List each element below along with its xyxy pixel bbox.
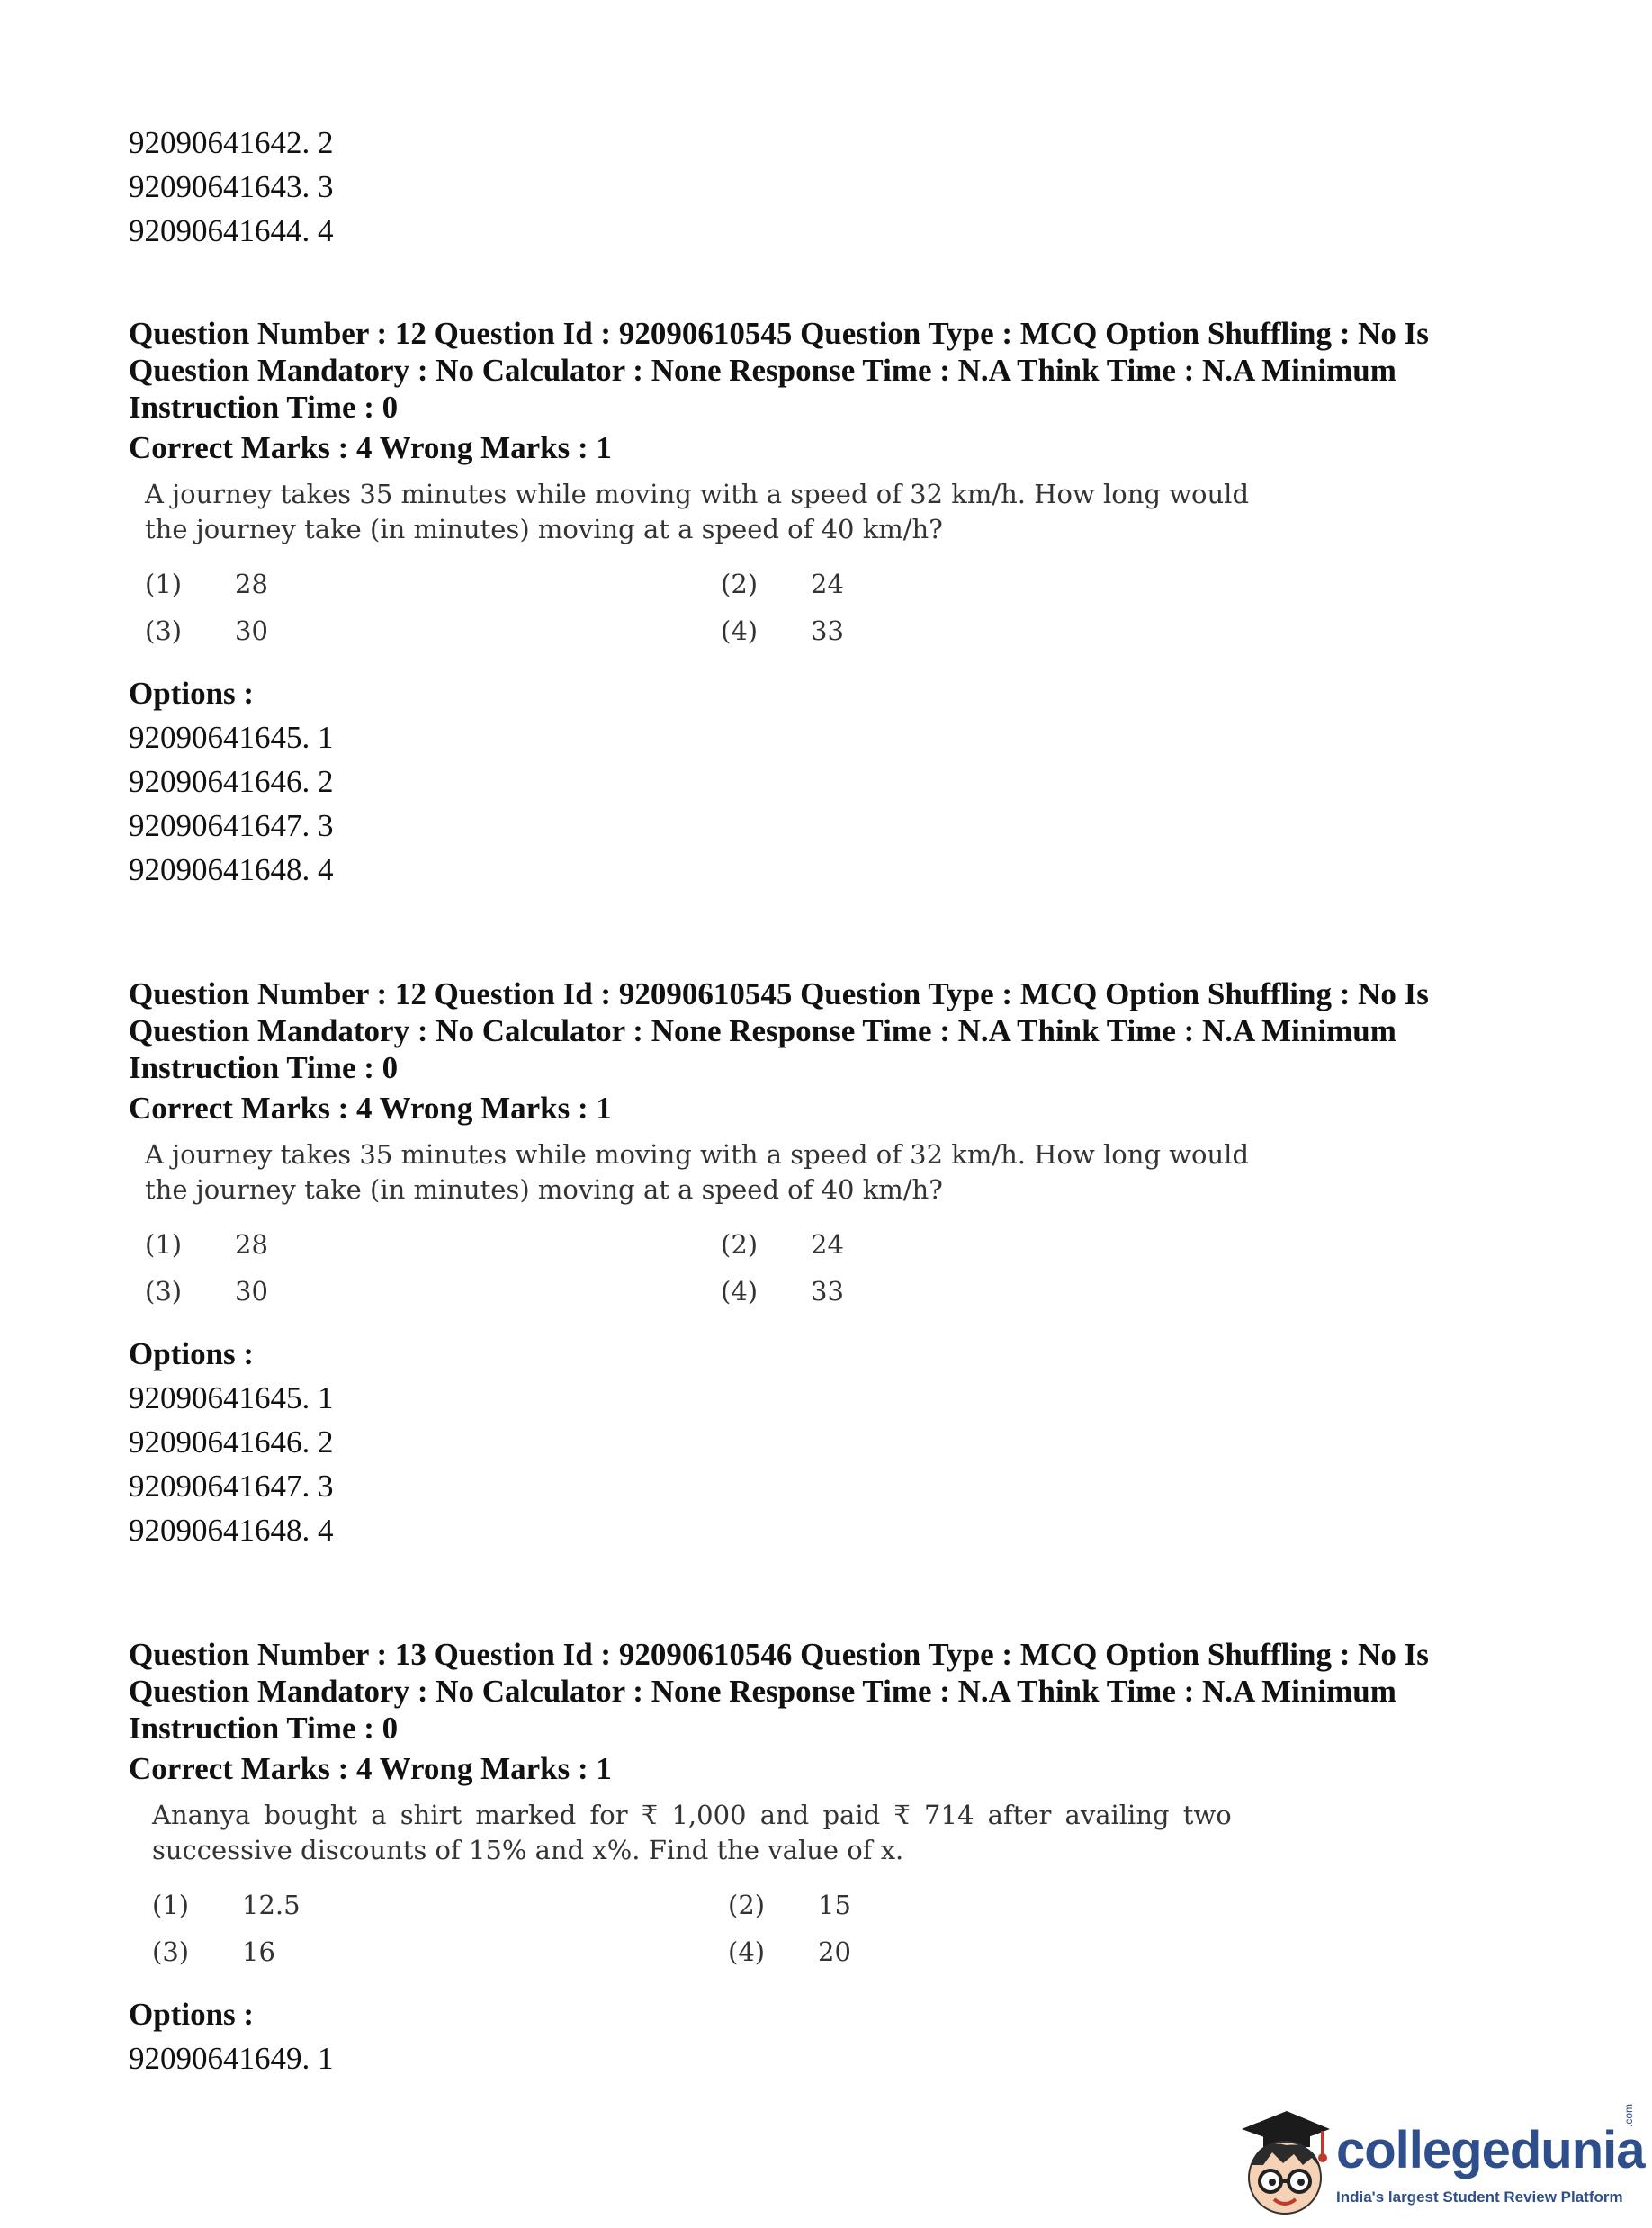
option-line: 92090641648. 4 — [129, 852, 334, 887]
choice-number: (1) — [145, 569, 183, 599]
question-meta-line: Question Number : 13 Question Id : 92090610546 Question Type : MCQ Option Shuffling : No Is — [129, 1637, 1429, 1672]
answer-choice — [145, 567, 721, 601]
choice-number: (4) — [721, 1276, 759, 1307]
choice-number: (4) — [728, 1936, 766, 1967]
question-meta-line: Instruction Time : 0 — [129, 1050, 399, 1085]
question-text: Ananya bought a shirt marked for ₹ 1,000 and paid ₹ 714 after availing two — [152, 1800, 1232, 1830]
question-text: successive discounts of 15% and x%. Find the value of x. — [152, 1835, 904, 1865]
question-text: the journey take (in minutes) moving at a speed of 40 km/h? — [145, 1174, 943, 1205]
answer-choices — [145, 567, 1342, 648]
option-line: 92090641643. 3 — [129, 169, 334, 204]
question-image — [145, 1137, 1342, 1308]
question-block — [129, 1636, 1532, 2080]
question-meta-line: Question Mandatory : No Calculator : None Response Time : N.A Think Time : N.A Minimum — [129, 1674, 1396, 1709]
options-label: Options : — [129, 1997, 255, 2032]
option-line: 92090641648. 4 — [129, 1513, 334, 1548]
answer-choice — [721, 567, 1081, 601]
option-line: 92090641647. 3 — [129, 1469, 334, 1504]
choice-number: (3) — [145, 1276, 183, 1307]
choice-value: 20 — [818, 1936, 851, 1967]
answer-choice — [728, 1935, 1088, 1969]
choice-number: (3) — [152, 1936, 190, 1967]
logo-domain: .com — [1622, 2103, 1635, 2127]
logo-wordmark: collegedunia — [1336, 2121, 1645, 2179]
question-meta-line: Instruction Time : 0 — [129, 390, 399, 425]
option-line: 92090641644. 4 — [129, 213, 334, 248]
question-block — [129, 315, 1532, 892]
option-line: 92090641649. 1 — [129, 2041, 334, 2076]
answer-choice — [152, 1888, 728, 1922]
choice-value: 28 — [235, 1229, 268, 1260]
marks-line: Correct Marks : 4 Wrong Marks : 1 — [129, 1751, 612, 1786]
question-meta-line: Question Mandatory : No Calculator : None Response Time : N.A Think Time : N.A Minimum — [129, 353, 1396, 388]
logo-tagline: India's largest Student Review Platform — [1336, 2188, 1623, 2206]
answer-choice — [721, 614, 1081, 648]
choice-value: 33 — [811, 1276, 844, 1307]
question-meta-line: Question Number : 12 Question Id : 92090610545 Question Type : MCQ Option Shuffling : No Is — [129, 976, 1429, 1011]
choice-value: 30 — [235, 615, 268, 646]
choice-value: 24 — [811, 1229, 844, 1260]
collegedunia-logo[interactable] — [1224, 2102, 1647, 2219]
choice-number: (1) — [152, 1890, 190, 1920]
question-meta-line: Question Mandatory : No Calculator : None Response Time : N.A Think Time : N.A Minimum — [129, 1013, 1396, 1048]
question-block — [129, 975, 1532, 1552]
choice-number: (2) — [728, 1890, 766, 1920]
question-meta-line: Instruction Time : 0 — [129, 1711, 399, 1746]
choice-value: 24 — [811, 569, 844, 599]
option-line: 92090641642. 2 — [129, 125, 334, 160]
question-text: A journey takes 35 minutes while moving with a speed of 32 km/h. How long would — [145, 479, 1250, 509]
choice-value: 15 — [818, 1890, 851, 1920]
choice-value: 28 — [235, 569, 268, 599]
marks-line: Correct Marks : 4 Wrong Marks : 1 — [129, 430, 612, 465]
answer-choices — [152, 1888, 1349, 1969]
question-image — [145, 477, 1342, 648]
options-label: Options : — [129, 1336, 255, 1371]
choice-value: 16 — [242, 1936, 275, 1967]
marks-line: Correct Marks : 4 Wrong Marks : 1 — [129, 1091, 612, 1126]
option-line: 92090641645. 1 — [129, 720, 334, 755]
answer-choice — [728, 1888, 1088, 1922]
options-label: Options : — [129, 676, 255, 711]
answer-choice — [145, 1274, 721, 1308]
option-line: 92090641646. 2 — [129, 764, 334, 799]
option-line: 92090641647. 3 — [129, 808, 334, 843]
choice-number: (2) — [721, 569, 759, 599]
choice-number: (3) — [145, 615, 183, 646]
mascot-icon — [1224, 2102, 1332, 2219]
choice-value: 30 — [235, 1276, 268, 1307]
previous-options — [129, 121, 1532, 253]
choice-number: (1) — [145, 1229, 183, 1260]
question-text: A journey takes 35 minutes while moving with a speed of 32 km/h. How long would — [145, 1139, 1250, 1170]
question-image — [152, 1798, 1349, 1969]
question-text: the journey take (in minutes) moving at a speed of 40 km/h? — [145, 514, 943, 544]
choice-value: 33 — [811, 615, 844, 646]
answer-choice — [721, 1227, 1081, 1262]
answer-choice — [152, 1935, 728, 1969]
answer-choices — [145, 1227, 1342, 1308]
option-line: 92090641645. 1 — [129, 1380, 334, 1415]
choice-number: (2) — [721, 1229, 759, 1260]
choice-number: (4) — [721, 615, 759, 646]
question-meta-line: Question Number : 12 Question Id : 92090610545 Question Type : MCQ Option Shuffling : No Is — [129, 316, 1429, 351]
choice-value: 12.5 — [242, 1890, 301, 1920]
answer-choice — [721, 1274, 1081, 1308]
option-line: 92090641646. 2 — [129, 1424, 334, 1460]
answer-choice — [145, 614, 721, 648]
answer-choice — [145, 1227, 721, 1262]
